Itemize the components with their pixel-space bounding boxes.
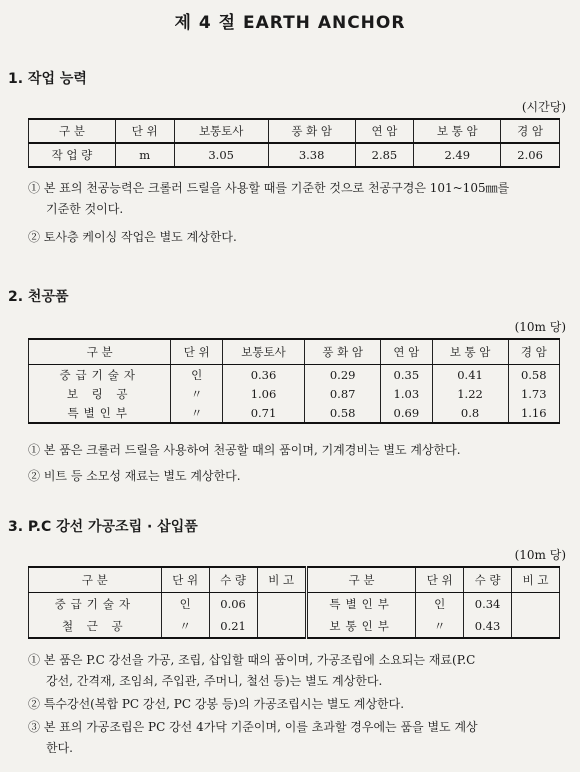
drilling-labor-table	[28, 338, 560, 424]
header-cell: 구 분	[306, 567, 415, 593]
table-cell: 1.03	[381, 384, 432, 403]
table-cell: 0.8	[432, 403, 508, 423]
note-line: ② 비트 등 소모성 재료는 별도 계상한다.	[28, 469, 241, 483]
note-line: 기준한 것이다.	[46, 202, 124, 216]
table-cell: 0.21	[209, 615, 257, 638]
table-row	[29, 615, 560, 638]
table-cell: 인	[161, 593, 209, 616]
table-cell: 0.29	[305, 365, 381, 385]
table-cell: 특별인부	[29, 403, 171, 423]
section2-notes	[28, 440, 568, 487]
header-cell: 풍 화 암	[268, 119, 355, 143]
table-cell: 인	[416, 593, 464, 616]
header-cell: 경 암	[501, 119, 560, 143]
table-cell: 0.35	[381, 365, 432, 385]
table-header-row	[29, 339, 560, 365]
section3-title: 3. P.C 강선 가공조립 · 삽입품	[8, 519, 198, 535]
header-cell: 단 위	[416, 567, 464, 593]
table-row	[29, 365, 560, 385]
table-cell: 0.06	[209, 593, 257, 616]
table-cell: 1.73	[508, 384, 559, 403]
table-cell: 인	[171, 365, 222, 385]
header-cell: 연 암	[355, 119, 414, 143]
table-cell: 〃	[171, 384, 222, 403]
header-cell: 풍 화 암	[305, 339, 381, 365]
table-cell: 3.38	[268, 143, 355, 167]
table-cell: 1.22	[432, 384, 508, 403]
section1-title: 1. 작업 능력	[8, 71, 87, 87]
pc-strand-labor-table	[28, 566, 560, 639]
section2-unit: (10m 당)	[514, 320, 566, 334]
section2-title: 2. 천공품	[8, 289, 69, 305]
header-cell: 경 암	[508, 339, 559, 365]
note-line: ① 본 품은 크롤러 드릴을 사용하여 천공할 때의 품이며, 기계경비는 별도 계상한다.	[28, 443, 461, 457]
table-cell: 〃	[171, 403, 222, 423]
table-cell: 0.87	[305, 384, 381, 403]
table-cell: 보 링 공	[29, 384, 171, 403]
table-header-row	[29, 567, 560, 593]
table-row	[29, 384, 560, 403]
table-cell: 중급기술자	[29, 593, 162, 616]
header-cell: 비 고	[512, 567, 560, 593]
note-line: ② 특수강선(복합 PC 강선, PC 강봉 등)의 가공조립시는 별도 계상한다.	[28, 697, 405, 711]
table-cell: 0.69	[381, 403, 432, 423]
section1-notes	[28, 178, 568, 248]
table-cell: 〃	[416, 615, 464, 638]
header-cell: 구 분	[29, 119, 116, 143]
chapter-title: 제 4 절 EARTH ANCHOR	[174, 13, 406, 33]
header-cell: 구 분	[29, 339, 171, 365]
header-cell: 수 량	[209, 567, 257, 593]
section3-notes	[28, 650, 568, 759]
header-cell: 보통토사	[174, 119, 268, 143]
table-cell	[512, 593, 560, 616]
table-cell: 0.43	[464, 615, 512, 638]
section1-unit: (시간당)	[521, 100, 566, 114]
table-cell	[257, 615, 306, 638]
table-cell: 0.41	[432, 365, 508, 385]
header-cell: 단 위	[161, 567, 209, 593]
table-cell: 2.06	[501, 143, 560, 167]
header-cell: 구 분	[29, 567, 162, 593]
table-cell	[257, 593, 306, 616]
work-capacity-table	[28, 118, 560, 168]
table-cell: 보통인부	[306, 615, 415, 638]
table-cell: 1.06	[222, 384, 304, 403]
table-row	[29, 593, 560, 616]
header-cell: 보 통 암	[432, 339, 508, 365]
table-cell: 0.71	[222, 403, 304, 423]
note-line: ③ 본 표의 가공조립은 PC 강선 4가닥 기준이며, 이를 초과할 경우에는 품을 별도 계상	[28, 720, 478, 734]
note-line: 강선, 간격재, 조임쇠, 주입관, 주머니, 철선 등)는 별도 계상한다.	[46, 674, 383, 688]
header-cell: 보 통 암	[414, 119, 501, 143]
section3-unit: (10m 당)	[514, 548, 566, 562]
table-cell	[512, 615, 560, 638]
table-cell: 0.58	[305, 403, 381, 423]
header-cell: 연 암	[381, 339, 432, 365]
table-cell: m	[115, 143, 174, 167]
note-line: ② 토사층 케이싱 작업은 별도 계상한다.	[28, 230, 237, 244]
table-row	[29, 143, 560, 167]
table-cell: 특별인부	[306, 593, 415, 616]
table-cell: 철 근 공	[29, 615, 162, 638]
header-cell: 수 량	[464, 567, 512, 593]
header-cell: 보통토사	[222, 339, 304, 365]
note-line: 한다.	[46, 741, 73, 755]
table-cell: 3.05	[174, 143, 268, 167]
table-header-row	[29, 119, 560, 143]
table-row	[29, 403, 560, 423]
table-cell: 2.85	[355, 143, 414, 167]
table-cell: 0.36	[222, 365, 304, 385]
header-cell: 단 위	[115, 119, 174, 143]
note-line: ① 본 표의 천공능력은 크롤러 드릴을 사용할 때를 기준한 것으로 천공구경은 101~105㎜를	[28, 181, 510, 195]
table-cell: 0.58	[508, 365, 559, 385]
table-cell: 〃	[161, 615, 209, 638]
header-cell: 단 위	[171, 339, 222, 365]
table-cell: 1.16	[508, 403, 559, 423]
table-cell: 중급기술자	[29, 365, 171, 385]
header-cell: 비 고	[257, 567, 306, 593]
table-cell: 2.49	[414, 143, 501, 167]
table-cell: 0.34	[464, 593, 512, 616]
table-cell: 작 업 량	[29, 143, 116, 167]
note-line: ① 본 품은 P.C 강선을 가공, 조립, 삽입할 때의 품이며, 가공조립에 소요되는 재료(P.C	[28, 653, 476, 667]
